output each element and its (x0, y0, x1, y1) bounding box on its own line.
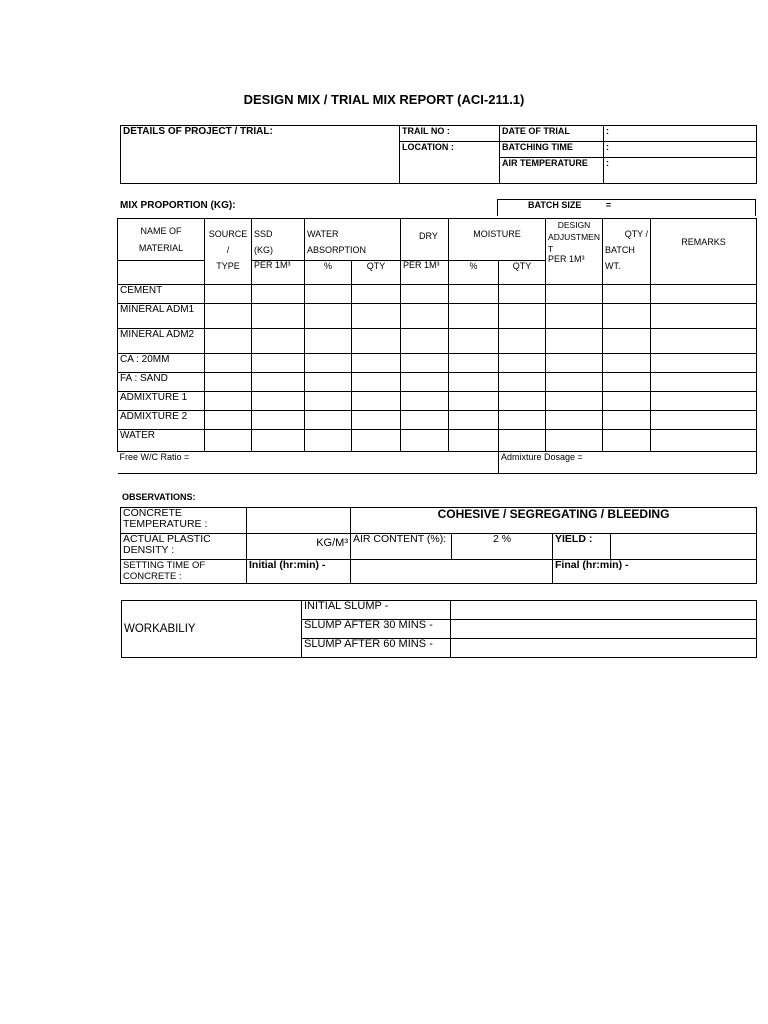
material-cell[interactable] (401, 373, 449, 392)
ssd-per-1m3: PER 1M³ (252, 261, 305, 285)
material-cell[interactable] (252, 354, 305, 373)
date-of-trial-value[interactable] (604, 126, 757, 142)
material-cell[interactable] (651, 411, 757, 430)
material-cell[interactable] (603, 411, 651, 430)
material-cell[interactable] (449, 373, 499, 392)
material-cell[interactable] (352, 354, 401, 373)
batch-label: BATCH (605, 245, 635, 255)
material-cell[interactable] (305, 392, 352, 411)
batch-size-table (497, 199, 756, 216)
design-label: DESIGN (557, 220, 591, 230)
material-cell[interactable] (499, 392, 546, 411)
material-cell[interactable] (546, 285, 603, 304)
source-type-header (205, 219, 252, 285)
adjustmen-label: ADJUSTMEN (548, 232, 600, 242)
free-wc-ratio-cell[interactable] (118, 452, 499, 474)
ssd-header (252, 219, 305, 261)
material-cell[interactable] (499, 354, 546, 373)
material-name: FA : SAND (118, 373, 205, 392)
material-cell[interactable] (205, 411, 252, 430)
material-cell[interactable] (205, 373, 252, 392)
free-wc-ratio-label: Free W/C Ratio = (119, 452, 190, 462)
material-cell[interactable] (449, 411, 499, 430)
material-cell[interactable] (651, 430, 757, 452)
material-name: ADMIXTURE 1 (118, 392, 205, 411)
material-name: MINERAL ADM1 (118, 304, 205, 329)
material-cell[interactable] (352, 285, 401, 304)
material-name: MINERAL ADM2 (118, 329, 205, 354)
material-cell[interactable] (449, 354, 499, 373)
material-cell[interactable] (651, 329, 757, 354)
page-title: DESIGN MIX / TRIAL MIX REPORT (ACI-211.1) (243, 92, 525, 107)
material-cell[interactable] (546, 304, 603, 329)
material-cell[interactable] (252, 392, 305, 411)
material-cell[interactable] (305, 373, 352, 392)
kg-label: (KG) (254, 245, 273, 255)
workability-table (121, 600, 757, 658)
water-absorption-header (305, 219, 401, 261)
material-name: CA : 20MM (118, 354, 205, 373)
workability-label: WORKABILIY (122, 601, 302, 658)
air-temperature-label: AIR TEMPERATURE (500, 158, 604, 184)
material-cell[interactable] (499, 430, 546, 452)
slump-60-value[interactable] (451, 639, 757, 658)
material-cell[interactable] (651, 304, 757, 329)
air-temperature-value[interactable] (604, 158, 757, 184)
dry-header: DRY (401, 219, 449, 261)
material-cell[interactable] (546, 392, 603, 411)
name-of-label: NAME OF (140, 225, 182, 236)
adjustmen-t-label: T (548, 244, 554, 254)
material-cell[interactable] (603, 285, 651, 304)
material-cell[interactable] (603, 354, 651, 373)
material-cell[interactable] (499, 285, 546, 304)
dry-per-1m3: PER 1M³ (401, 261, 449, 285)
material-cell[interactable] (401, 329, 449, 354)
type-label: TYPE (216, 261, 240, 271)
qty-batch-wt-header (603, 219, 651, 285)
batching-time-value[interactable] (604, 142, 757, 158)
material-subheader-blank (118, 261, 205, 285)
material-cell[interactable] (352, 304, 401, 329)
material-cell[interactable] (546, 329, 603, 354)
material-cell[interactable] (546, 354, 603, 373)
material-cell[interactable] (205, 354, 252, 373)
density-unit: KG/M³ (316, 537, 348, 549)
mix-proportion-table (117, 218, 757, 474)
material-cell[interactable] (352, 373, 401, 392)
project-details-table (120, 125, 757, 184)
material-cell[interactable] (499, 304, 546, 329)
water-label: WATER (307, 229, 339, 239)
material-cell[interactable] (305, 285, 352, 304)
material-cell[interactable] (449, 430, 499, 452)
material-cell[interactable] (499, 411, 546, 430)
absorption-label: ABSORPTION (307, 245, 367, 255)
material-cell[interactable] (305, 304, 352, 329)
initial-slump-label: INITIAL SLUMP - (302, 601, 451, 620)
project-details-label: DETAILS OF PROJECT / TRIAL: (123, 126, 273, 137)
water-qty-header: QTY (352, 261, 401, 285)
material-row (118, 354, 757, 373)
material-cell[interactable] (252, 430, 305, 452)
material-cell[interactable] (401, 354, 449, 373)
material-row (118, 430, 757, 452)
material-cell[interactable] (449, 329, 499, 354)
material-cell[interactable] (352, 329, 401, 354)
material-row (118, 411, 757, 430)
material-name: CEMENT (118, 285, 205, 304)
design-adjustment-header (546, 219, 603, 285)
cohesive-segregating-bleeding: COHESIVE / SEGREGATING / BLEEDING (351, 508, 757, 534)
material-cell[interactable] (651, 354, 757, 373)
material-cell[interactable] (352, 392, 401, 411)
material-cell[interactable] (603, 373, 651, 392)
batch-size-cell[interactable] (498, 200, 756, 216)
slump-30-label: SLUMP AFTER 30 MINS - (302, 620, 451, 639)
material-row (118, 329, 757, 354)
material-row (118, 304, 757, 329)
material-cell[interactable] (603, 329, 651, 354)
concrete-temperature-value[interactable] (247, 508, 351, 534)
source-slash: / (226, 245, 230, 255)
project-details-cell[interactable] (121, 126, 400, 184)
material-cell[interactable] (603, 430, 651, 452)
material-row (118, 373, 757, 392)
concrete-temperature-label: CONCRETE TEMPERATURE : (121, 508, 247, 534)
moisture-pct-header: % (449, 261, 499, 285)
trail-no-label: TRAIL NO : (400, 126, 500, 142)
source-label: SOURCE (208, 229, 248, 239)
qty-slash-label: QTY / (624, 229, 649, 239)
material-cell[interactable] (546, 430, 603, 452)
material-cell[interactable] (401, 411, 449, 430)
material-cell[interactable] (352, 411, 401, 430)
batch-size-equals: = (605, 200, 612, 210)
material-cell[interactable] (252, 411, 305, 430)
material-cell[interactable] (401, 304, 449, 329)
material-cell[interactable] (205, 430, 252, 452)
material-cell[interactable] (401, 285, 449, 304)
material-cell[interactable] (305, 411, 352, 430)
name-of-material-header (118, 219, 205, 261)
final-setting-label: Final (hr:min) - (553, 560, 757, 584)
material-name: ADMIXTURE 2 (118, 411, 205, 430)
ssd-label: SSD (254, 229, 273, 239)
material-cell[interactable] (401, 392, 449, 411)
material-cell[interactable] (401, 430, 449, 452)
material-cell[interactable] (252, 304, 305, 329)
colon: : (606, 158, 609, 168)
material-cell[interactable] (205, 329, 252, 354)
wt-label: WT. (605, 261, 621, 271)
material-cell[interactable] (252, 285, 305, 304)
batch-size-label: BATCH SIZE (528, 200, 582, 210)
yield-value[interactable] (611, 534, 757, 560)
density-value[interactable] (247, 534, 351, 560)
setting-time-label: SETTING TIME OF CONCRETE : (121, 560, 247, 584)
material-row (118, 392, 757, 411)
material-cell[interactable] (305, 329, 352, 354)
material-cell[interactable] (603, 304, 651, 329)
material-row (118, 285, 757, 304)
material-label: MATERIAL (138, 242, 184, 253)
initial-setting-value[interactable] (351, 560, 553, 584)
material-cell[interactable] (499, 373, 546, 392)
material-cell[interactable] (205, 392, 252, 411)
observations-label: OBSERVATIONS: (122, 492, 196, 502)
water-pct-header: % (305, 261, 352, 285)
design-per-1m3: PER 1M³ (548, 254, 585, 264)
air-content-label: AIR CONTENT (%): (351, 534, 452, 560)
material-cell[interactable] (449, 285, 499, 304)
initial-slump-value[interactable] (451, 601, 757, 620)
remarks-header: REMARKS (651, 219, 757, 285)
material-cell[interactable] (449, 392, 499, 411)
material-cell[interactable] (449, 304, 499, 329)
batching-time-label: BATCHING TIME (500, 142, 604, 158)
slump-30-value[interactable] (451, 620, 757, 639)
colon: : (606, 126, 609, 136)
air-content-value: 2 % (452, 534, 553, 560)
material-cell[interactable] (651, 392, 757, 411)
admixture-dosage-cell[interactable] (499, 452, 757, 474)
material-cell[interactable] (651, 285, 757, 304)
material-cell[interactable] (252, 373, 305, 392)
moisture-qty-header: QTY (499, 261, 546, 285)
material-cell[interactable] (305, 430, 352, 452)
actual-plastic-density-label: ACTUAL PLASTIC DENSITY : (121, 534, 247, 560)
yield-label: YIELD : (553, 534, 611, 560)
initial-setting-label: Initial (hr:min) - (247, 560, 351, 584)
material-cell[interactable] (499, 329, 546, 354)
mix-proportion-label: MIX PROPORTION (KG): (120, 200, 236, 211)
material-cell[interactable] (546, 373, 603, 392)
material-cell[interactable] (205, 285, 252, 304)
material-cell[interactable] (651, 373, 757, 392)
moisture-header: MOISTURE (449, 219, 546, 261)
admixture-dosage-label: Admixture Dosage = (501, 452, 583, 462)
material-cell[interactable] (305, 354, 352, 373)
material-cell[interactable] (603, 392, 651, 411)
material-name: WATER (118, 430, 205, 452)
material-cell[interactable] (205, 304, 252, 329)
material-cell[interactable] (252, 329, 305, 354)
location-label: LOCATION : (400, 142, 500, 184)
material-cell[interactable] (352, 430, 401, 452)
colon: : (606, 142, 609, 152)
material-cell[interactable] (546, 411, 603, 430)
date-of-trial-label: DATE OF TRIAL (500, 126, 604, 142)
observations-table (120, 507, 757, 584)
slump-60-label: SLUMP AFTER 60 MINS - (302, 639, 451, 658)
